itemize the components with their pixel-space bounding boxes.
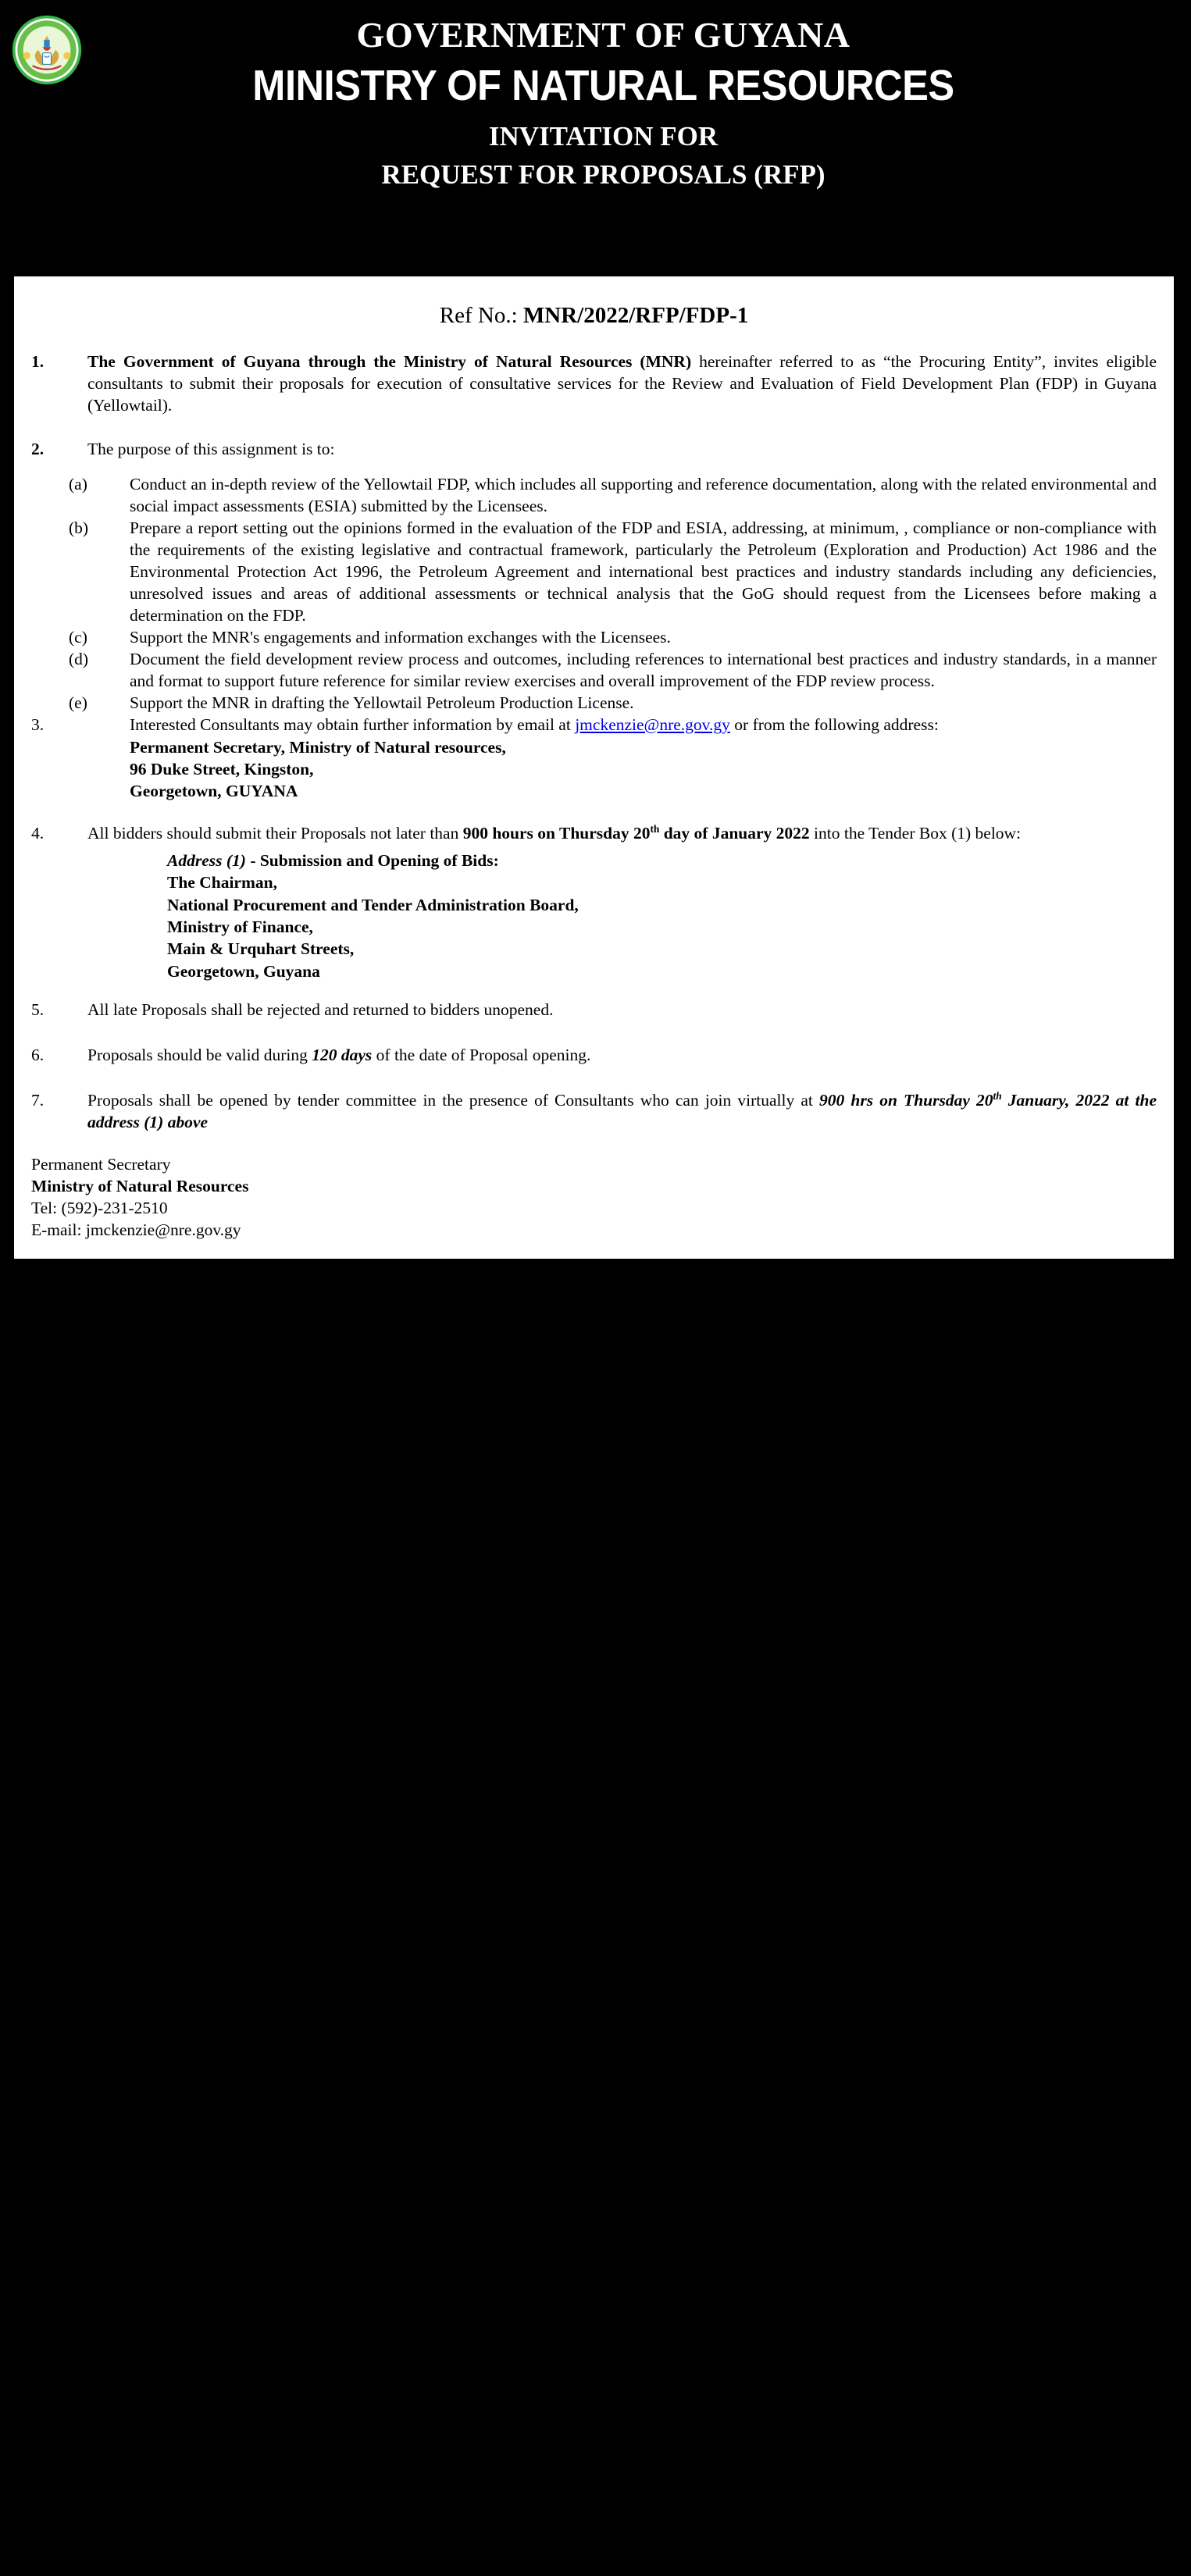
clause-3-address-line-3: Georgetown, GUYANA [130, 782, 298, 801]
document-header-banner [0, 0, 1191, 276]
clause-1-rest: hereinafter referred to as “the Procuring Entity”, invites eligible consultants to submit their proposals for execution of consultative services for the Review and Evaluation of Field Development Plan (FDP) in Guyana (Yellowtail). [87, 351, 1157, 415]
clause-2-item-a-marker: (a) [69, 475, 87, 494]
clause-4-number: 4. [31, 823, 45, 843]
clause-2-item-e [69, 693, 1157, 714]
clause-7-opening-emphasis-1: 900 hrs on Thursday 20 [819, 1090, 993, 1110]
clause-1-bold-lead: The Government of Guyana through the Ministry of Natural Resources (MNR) [87, 351, 692, 371]
clause-4-body [87, 823, 1157, 845]
clause-2-item-e-marker: (e) [69, 693, 87, 712]
header-line-invitation: INVITATION FOR [488, 121, 719, 151]
clause-4-part-1: All bidders should submit their Proposals not later than [87, 823, 463, 843]
clause-4-address-heading-italic: Address (1) [167, 850, 246, 870]
clause-6-validity-emphasis: 120 days [312, 1045, 373, 1064]
clause-6-number: 6. [31, 1045, 45, 1064]
clause-2-item-b-marker: (b) [69, 518, 89, 538]
clause-3-address [130, 736, 1157, 803]
clause-1-number: 1. [31, 351, 45, 371]
clause-3 [31, 714, 1157, 803]
reference-label: Ref No.: [439, 303, 523, 328]
footer-line-title: Permanent Secretary [31, 1154, 171, 1174]
clause-5-number: 5. [31, 1000, 45, 1019]
clause-1 [31, 351, 1157, 417]
clause-6-part-2: of the date of Proposal opening. [372, 1045, 591, 1064]
clause-1-body [87, 351, 1157, 417]
spacer [31, 982, 1157, 999]
clause-5-body: All late Proposals shall be rejected and returned to bidders unopened. [87, 1000, 554, 1019]
clause-2-item-d [69, 649, 1157, 693]
clause-4-deadline-ordinal: th [650, 822, 660, 835]
clause-3-address-line-2: 96 Duke Street, Kingston, [130, 760, 314, 779]
reference-number-line [31, 301, 1157, 331]
clause-7-part-1: Proposals shall be opened by tender committee in the presence of Consultants who can join virtually at [87, 1090, 820, 1110]
clause-2-number: 2. [31, 439, 45, 458]
clause-2-item-c-marker: (c) [69, 628, 87, 647]
clause-7-opening-emphasis-2: January, 2022 at the address (1) above [87, 1090, 1157, 1131]
clause-2-body [87, 439, 1157, 461]
clause-2-item-a [69, 474, 1157, 518]
clause-2-item-e-text: Support the MNR in drafting the Yellowtail Petroleum Production License. [130, 693, 634, 712]
clause-6 [31, 1045, 1157, 1067]
footer-contact-block [31, 1154, 1157, 1242]
clause-4-part-2: into the Tender Box (1) below: [809, 823, 1022, 843]
clause-4-deadline-bold-2: day of January 2022 [659, 823, 810, 843]
clause-3-number: 3. [31, 714, 45, 734]
footer-line-email: E-mail: jmckenzie@nre.gov.gy [31, 1220, 241, 1239]
clause-4 [31, 823, 1157, 845]
clause-4-address-heading-rest: - Submission and Opening of Bids: [245, 850, 499, 870]
header-line-ministry: MINISTRY OF NATURAL RESOURCES [252, 61, 954, 109]
clause-3-body [130, 714, 1157, 803]
footer-line-telephone: Tel: (592)-231-2510 [31, 1198, 168, 1217]
contact-email-link[interactable]: jmckenzie@nre.gov.gy [575, 714, 730, 734]
clause-2-item-d-text: Document the field development review process and outcomes, including references to international best practices and industry standards, in a manner and format to support future reference for similar review exercises and overall improvement of the FDP review process. [130, 649, 1157, 690]
clause-5 [31, 999, 1157, 1021]
clause-2-item-d-marker: (d) [69, 649, 89, 668]
clause-7-number: 7. [31, 1090, 45, 1110]
header-line-rfp: REQUEST FOR PROPOSALS (RFP) [381, 159, 825, 190]
spacer [31, 431, 1157, 439]
clause-4-address-line-5: Georgetown, Guyana [167, 961, 320, 981]
clause-4-address-line-1: The Chairman, [167, 873, 277, 893]
clause-3-text-after: or from the following address: [729, 714, 939, 734]
document-sheet [14, 276, 1174, 1259]
clause-2-item-c [69, 627, 1157, 649]
clause-7-body [87, 1090, 1157, 1134]
clause-4-address-lines [167, 871, 1157, 982]
clause-4-deadline-bold: 900 hours on Thursday 20 [462, 823, 651, 843]
clause-2-item-b-text: Prepare a report setting out the opinions formed in the evaluation of the FDP and ESIA, addressing, at minimum, , compliance or non-compliance with the requirements of the existing legislative and contractual framework, particularly the Petroleum (Exploration and Production) Act 1986 and the Environmental Protection Act 1996, the Petroleum Agreement and international best practices and industry standards including any deficiencies, unresolved issues and areas of additional assessments or technical analysis that the GoG should request from the Licensees before making a determination on the FDP. [130, 518, 1157, 625]
clause-3-text-before: Interested Consultants may obtain further information by email at [130, 714, 576, 734]
clause-2-item-a-text: Conduct an in-depth review of the Yellowtail FDP, which includes all supporting and reference documentation, along with the related environmental and social impact assessments (ESIA) submitted by the Licensees. [130, 475, 1157, 516]
clause-2-lead: The purpose of this assignment is to: [87, 439, 335, 458]
clause-4-address-line-3: Ministry of Finance, [167, 917, 313, 936]
clause-3-address-line-1: Permanent Secretary, Ministry of Natural resources, [130, 737, 506, 757]
clause-4-address-heading [167, 850, 1157, 871]
clause-2 [31, 439, 1157, 461]
clause-4-address-block [167, 850, 1157, 982]
clause-2-item-b [69, 518, 1157, 627]
clause-7-opening-ordinal: th [993, 1089, 1002, 1102]
document-frame [0, 276, 1191, 1282]
clause-4-address-line-2: National Procurement and Tender Administration Board, [167, 895, 579, 914]
reference-value: MNR/2022/RFP/FDP-1 [522, 303, 749, 328]
clause-2-item-c-text: Support the MNR's engagements and information exchanges with the Licensees. [130, 628, 671, 647]
header-line-government: GOVERNMENT OF GUYANA [356, 15, 850, 55]
footer-line-ministry: Ministry of Natural Resources [31, 1176, 249, 1195]
spacer [31, 806, 1157, 823]
clause-6-part-1: Proposals should be valid during [87, 1045, 312, 1064]
clause-6-body [87, 1045, 1157, 1067]
clause-4-address-line-4: Main & Urquhart Streets, [167, 939, 355, 959]
clause-7 [31, 1090, 1157, 1134]
